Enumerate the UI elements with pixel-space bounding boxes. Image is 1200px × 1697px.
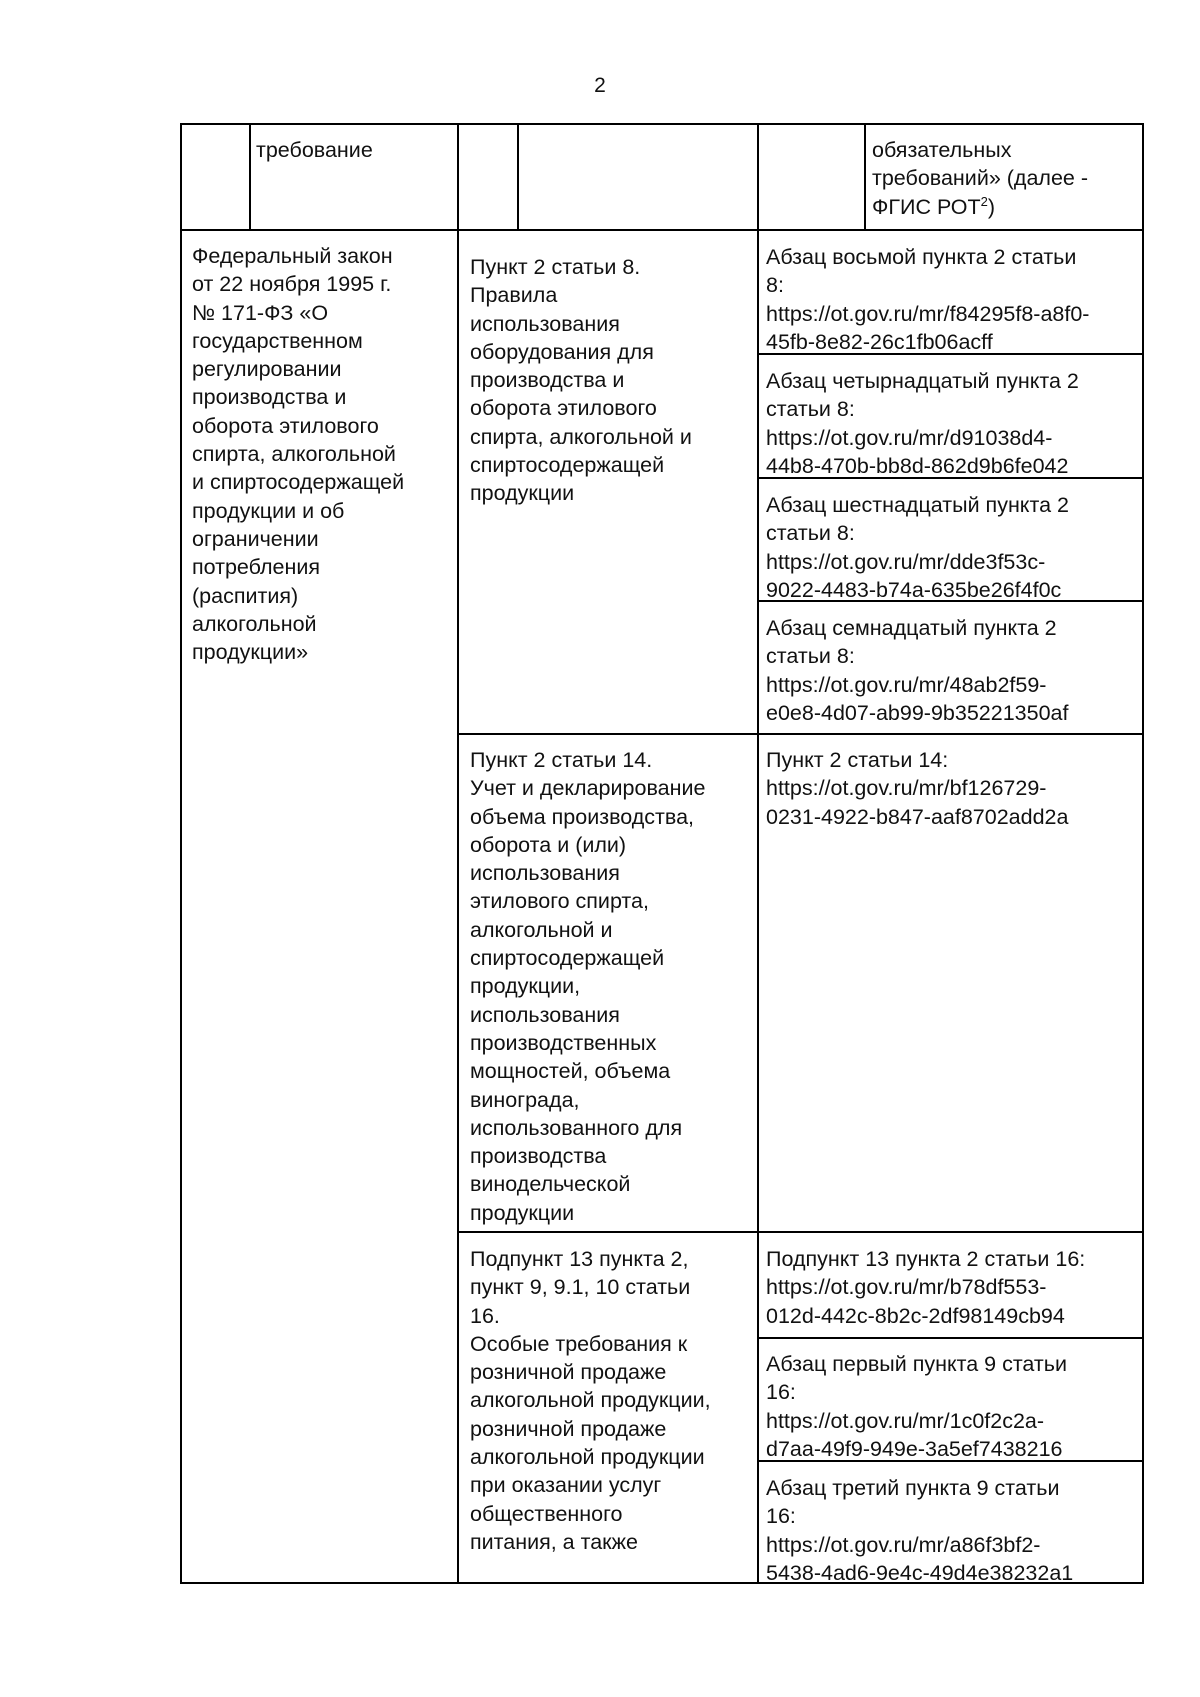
link-cell: Абзац семнадцатый пункта 2 статьи 8: https://ot.gov.ru/mr/48ab2f59- e0e8-4d07-ab99-9b35221350af bbox=[766, 616, 1069, 725]
header-cell-fgis-end: ) bbox=[987, 194, 996, 219]
header-divider-a bbox=[249, 123, 251, 230]
header-cell-requirement: требование bbox=[256, 138, 373, 162]
page-number: 2 bbox=[594, 74, 606, 97]
link-separator bbox=[757, 1337, 1144, 1339]
header-cell-fgis bbox=[872, 136, 1088, 221]
table-left-border bbox=[180, 123, 182, 1584]
column-divider-2 bbox=[757, 123, 759, 1584]
link-cell: Абзац четырнадцатый пункта 2 статьи 8: https://ot.gov.ru/mr/d91038d4- 44b8-470b-bb8d-862d9b6fe042 bbox=[766, 369, 1079, 478]
law-title: Федеральный закон от 22 ноября 1995 г. № 171-ФЗ «О государственном регулировании производства и оборота этилового спирта, алкогольной и спиртосодержащей продукции и об ограничении потребления (распития) алкогольной продукции» bbox=[192, 244, 405, 665]
footnote-marker: 2 bbox=[980, 193, 988, 209]
link-cell: Абзац восьмой пункта 2 статьи 8: https://ot.gov.ru/mr/f84295f8-a8f0- 45fb-8e82-26c1fb06acff bbox=[766, 245, 1090, 354]
link-cell: Абзац третий пункта 9 статьи 16: https://ot.gov.ru/mr/a86f3bf2- 5438-4ad6-9e4c-49d4e38232a1 bbox=[766, 1476, 1074, 1585]
table-top-border bbox=[180, 123, 1144, 125]
header-cell-fgis-main: обязательных требований» (далее - ФГИС РОТ bbox=[872, 138, 1089, 219]
section-separator-1 bbox=[457, 733, 1144, 735]
link-cell: Пункт 2 статьи 14: https://ot.gov.ru/mr/bf126729- 0231-4922-b847-aaf8702add2a bbox=[766, 748, 1069, 829]
column-divider-1 bbox=[457, 123, 459, 1584]
table-right-border bbox=[1142, 123, 1144, 1584]
requirement-cell: Пункт 2 статьи 8. Правила использования оборудования для производства и оборота этилового спирта, алкогольной и спиртосодержащей продукции bbox=[470, 255, 692, 506]
link-cell: Абзац шестнадцатый пункта 2 статьи 8: https://ot.gov.ru/mr/dde3f53c- 9022-4483-b74a-635be26f4f0c bbox=[766, 493, 1069, 602]
requirement-cell: Пункт 2 статьи 14. Учет и декларирование объема производства, оборота и (или) использования этилового спирта, алкогольной и спиртосодержащей продукции, использования производственных мощностей, объема винограда, использованного для производства винодельческой продукции bbox=[470, 748, 706, 1225]
header-row-bottom-border bbox=[180, 229, 1144, 231]
requirement-cell: Подпункт 13 пункта 2, пункт 9, 9.1, 10 статьи 16. Особые требования к розничной продаже алкогольной продукции, розничной продаже алкогольной продукции при оказании услуг общественного питания, а также bbox=[470, 1247, 711, 1554]
link-cell: Подпункт 13 пункта 2 статьи 16: https://ot.gov.ru/mr/b78df553- 012d-442c-8b2c-2df98149cb94 bbox=[766, 1247, 1086, 1328]
header-divider-c bbox=[517, 123, 519, 230]
link-cell: Абзац первый пункта 9 статьи 16: https://ot.gov.ru/mr/1c0f2c2a- d7aa-49f9-949e-3a5ef7438216 bbox=[766, 1352, 1067, 1461]
section-separator-2 bbox=[457, 1231, 1144, 1233]
header-divider-e bbox=[864, 123, 866, 230]
